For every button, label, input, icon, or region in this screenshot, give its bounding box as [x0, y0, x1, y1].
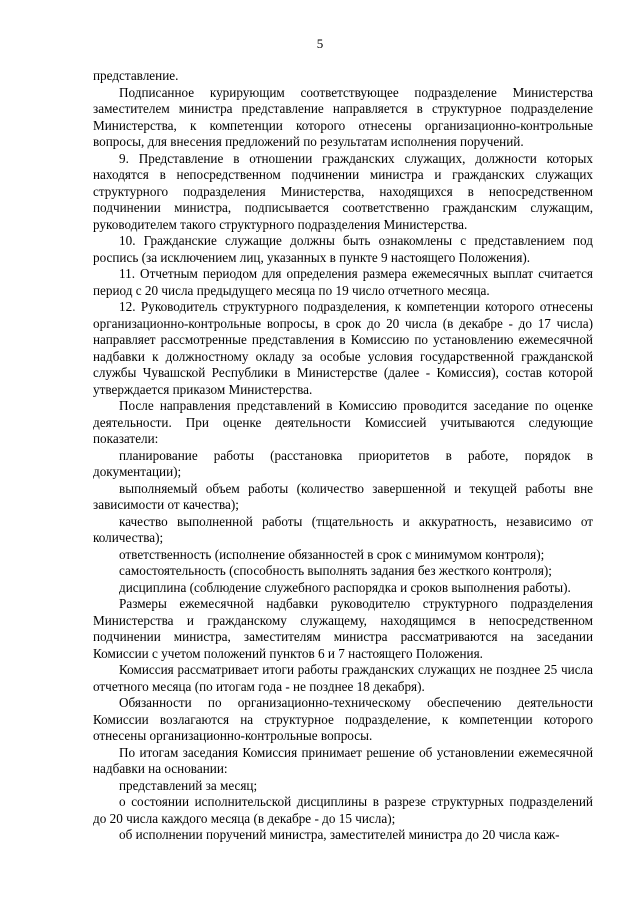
paragraph: По итогам заседания Комиссия принимает решение об установлении ежемесячной надбавки на основании:: [93, 744, 593, 776]
paragraph: представлений за месяц;: [119, 777, 258, 793]
document-body: [93, 68, 593, 844]
paragraph: о состоянии исполнительской дисциплины в разрезе структурных подразделений до 20 числа каждого месяца (в декабре - до 15 числа);: [93, 794, 593, 826]
paragraph: 12. Руководитель структурного подразделения, к компетенции которого отнесены организационно-контрольные вопросы, в срок до 20 числа (в декабре - до 17 числа) направляет рассмотренные представления в Комиссию по установлению ежемесячной надбавки к должностному окладу за особые условия государственной гражданской службы Чувашской Республики в Министерстве (далее - Комиссия), состав которой утверждается приказом Министерства.: [93, 299, 593, 397]
paragraph: представление.: [93, 68, 179, 83]
paragraph: 9. Представление в отношении гражданских служащих, должности которых находятся в непосредственном подчинении министра и гражданских служащих структурного подразделения Министерства, находящихся в непосредственном подчинении министра, подписывается соответственно гражданским служащим, руководителем такого структурного подразделения Министерства.: [93, 150, 593, 232]
paragraph: Обязанности по организационно-техническому обеспечению деятельности Комиссии возлагаются на структурное подразделение, к компетенции которого отнесены организационно-контрольные вопросы.: [93, 695, 593, 743]
paragraph: качество выполненной работы (тщательность и аккуратность, независимо от количества);: [93, 513, 593, 545]
paragraph: Подписанное курирующим соответствующее подразделение Министерства заместителем министра представление направляется в структурное подразделение Министерства, к компетенции которого отнесены организационно-контрольные вопросы, для внесения предложений по результатам исполнения поручений.: [93, 84, 593, 149]
paragraph: Размеры ежемесячной надбавки руководителю структурного подразделения Министерства и гражданскому служащему, находящимся в непосредственном подчинении министра, заместителям министра рассматриваются на заседании Комиссии с учетом положений пунктов 6 и 7 настоящего Положения.: [93, 596, 593, 661]
paragraph: После направления представлений в Комиссию проводится заседание по оценке деятельности. При оценке деятельности Комиссией учитываются следующие показатели:: [93, 398, 593, 446]
paragraph: выполняемый объем работы (количество завершенной и текущей работы вне зависимости от качества);: [93, 480, 593, 512]
page-number: 5: [316, 36, 324, 51]
paragraph: дисциплина (соблюдение служебного распорядка и сроков выполнения работы).: [119, 579, 571, 595]
paragraph: планирование работы (расстановка приоритетов в работе, порядок в документации);: [93, 447, 593, 479]
paragraph: 11. Отчетным периодом для определения размера ежемесячных выплат считается период с 20 числа предыдущего месяца по 19 число отчетного месяца.: [93, 266, 593, 298]
paragraph: 10. Гражданские служащие должны быть ознакомлены с представлением под роспись (за исключением лиц, указанных в пункте 9 настоящего Положения).: [93, 233, 593, 265]
paragraph: самостоятельность (способность выполнять задания без жесткого контроля);: [119, 563, 552, 578]
paragraph: ответственность (исполнение обязанностей в срок с минимумом контроля);: [119, 546, 545, 562]
paragraph: Комиссия рассматривает итоги работы гражданских служащих не позднее 25 числа отчетного месяца (по итогам года - не позднее 18 декабря).: [93, 662, 593, 694]
paragraph: об исполнении поручений министра, заместителей министра до 20 числа каж-: [119, 827, 560, 842]
